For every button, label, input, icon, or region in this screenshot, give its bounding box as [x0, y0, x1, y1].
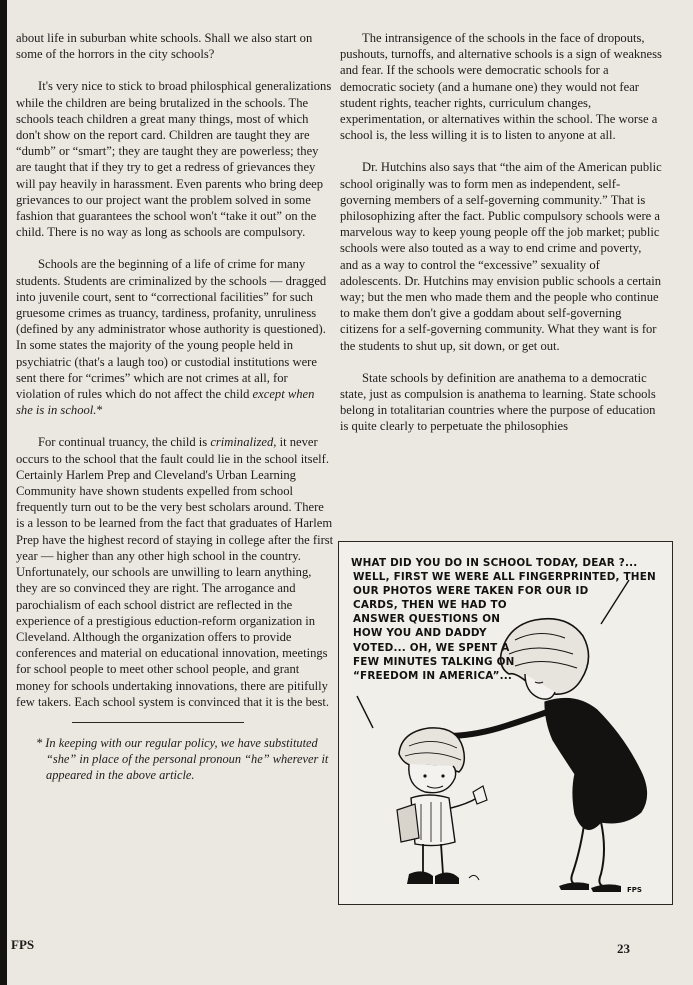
- left-paragraph-3-text: Schools are the beginning of a life of crime for many students. Students are criminalized by the schools — dragged into juvenile court, sent to “correctional facilities” for such gruesome crimes as truancy, tardiness, profanity, unruliness (defined by any administrator whose authority is questioned). In some states the majority of the young people held in psychiatric (that's a laugh too) or custodial institutions were sent there for “crimes” which are not crimes at all, for violation of rules which do not affect the child: [16, 257, 327, 402]
- speech-bubble-text: [351, 556, 661, 683]
- left-column: [16, 30, 334, 783]
- cartoon-line-9: “FREEDOM IN AMERICA”...: [353, 669, 513, 682]
- cartoon-line-2: WELL, FIRST WE WERE ALL FINGERPRINTED, THEN: [353, 571, 656, 584]
- left-paragraph-3-italic: except when she is in school.: [16, 387, 315, 418]
- cartoon-signature: FPS: [627, 886, 642, 894]
- cartoon-panel: [338, 541, 673, 905]
- footnote-marker: *: [96, 403, 103, 418]
- cartoon-line-4: CARDS, THEN WE HAD TO: [353, 599, 507, 612]
- left-paragraph-4-text-b: , it never occurs to the school that the fault could lie in the school itself. Certainly Harlem Prep and Cleveland's Urban Learning Community have shown students expelled from school frequently turn out to be the very best scholars around. There is a lesson to be learned from the fact that graduates of Harlem Prep have the highest record of staying in college after the first year — higher than any other high school in the country. Unfortunately, our schools are unwilling to learn anything, they are so convinced they are right. The arrogance and parochialism of each school district are reflected in the experience of a prestigious eduction-reform organization in Cleveland. Although the organization offers to provide conferences and material on educational innovation, meetings for school people to meet other school people, and grant money for schools undertaking innovations, there are pitifully few takers. Each school system is convinced that it is the best.: [16, 435, 334, 709]
- cartoon-line-3: OUR PHOTOS WERE TAKEN FOR OUR ID: [353, 585, 589, 598]
- left-paragraph-2: It's very nice to stick to broad philosphical generalizations while the children are being brutalized in the schools. The schools teach children a great many things, most of which don't show on the report card. Children are taught they are “dumb” or “smart”; they are taught they are powerless; they are taught that if they try to get a redress of grievances they will pay heavily in harassment. Even parents who bring deep grievances to our project want the problem solved in some fashion that guarantees the school won't “take it out” on the child. There is no way as long as schools are compulsory.: [16, 79, 332, 240]
- right-paragraph-1: The intransigence of the schools in the face of dropouts, pushouts, turnoffs, and alternative schools is a sign of weakness and fear. If the schools were democratic schools for a democratic society (and a humane one) they would not fear student rights, teacher rights, curriculum changes, experimentation, or alternatives within the school. The worse a school is, the less willing it is to listen to anyone at all.: [340, 31, 662, 143]
- footnote: * In keeping with our regular policy, we have substituted “she” in place of the personal pronoun “he” wherever it appeared in the above article.: [36, 735, 329, 782]
- left-paragraph-4: [16, 434, 334, 709]
- cartoon-line-1: WHAT DID YOU DO IN SCHOOL TODAY, DEAR ?...: [351, 557, 638, 569]
- page-number: 23: [617, 941, 630, 956]
- footer-publisher: FPS: [11, 937, 35, 952]
- cartoon-line-8: FEW MINUTES TALKING ON: [353, 655, 515, 668]
- footnote-divider: [72, 722, 244, 723]
- right-column: [340, 30, 662, 451]
- right-paragraph-3: State schools by definition are anathema to a democratic state, just as compulsion is anathema to learning. State schools belong in totalitarian countries where the purpose of education is quite clearly to perpetuate the philosophies: [340, 370, 656, 434]
- cartoon-line-5: ANSWER QUESTIONS ON: [353, 613, 501, 626]
- left-paragraph-4-text-a: For continual truancy, the child is: [38, 435, 211, 450]
- right-paragraph-2: Dr. Hutchins also says that “the aim of the American public school originally was to form men as independent, self-governing members of a self-governing community.” That is philosophizing after the fact. Public compulsory schools were a marvelous way to keep young people off the job market; public schools were also touted as a way to end crime and poverty, and as a way to control the “excessive” sexuality of adolescents. Dr. Hutchins may envision public schools a certain way; but the men who made them and the people who continue to make them don't give a goddam about self-governing citizens for a self-governing community. What they want is for the students to shut up, sit down, or get out.: [340, 160, 662, 353]
- left-paragraph-1: about life in suburban white schools. Shall we also start on some of the horrors in the city schools?: [16, 31, 313, 62]
- binding-edge: [0, 0, 7, 985]
- left-paragraph-3: [16, 256, 334, 418]
- left-paragraph-4-italic: criminalized: [210, 435, 274, 450]
- cartoon-line-6: HOW YOU AND DADDY: [353, 627, 487, 640]
- cartoon-line-7: VOTED... OH, WE SPENT A: [353, 641, 510, 654]
